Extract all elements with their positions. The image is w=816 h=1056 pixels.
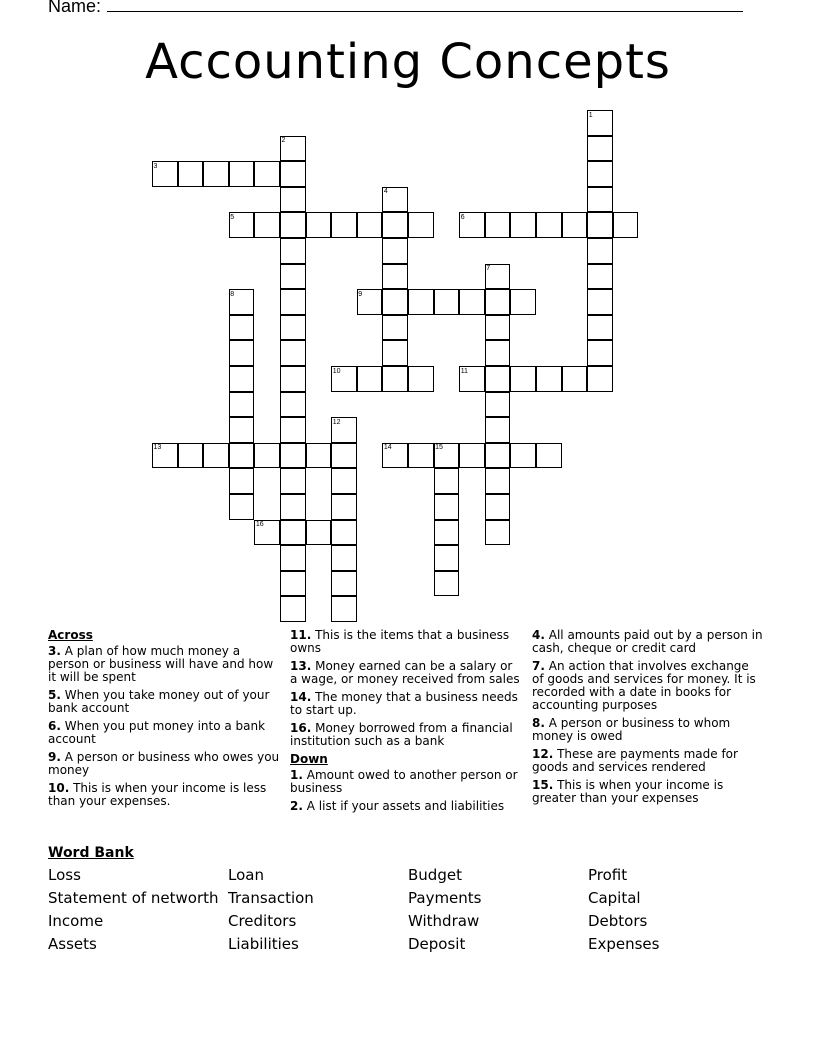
crossword-cell[interactable] [203, 443, 229, 469]
crossword-cell[interactable] [229, 340, 255, 366]
crossword-cell[interactable] [485, 366, 511, 392]
crossword-cell[interactable] [382, 315, 408, 341]
across-heading: Across [48, 628, 93, 642]
crossword-cell[interactable] [485, 520, 511, 546]
crossword-cell[interactable] [280, 264, 306, 290]
crossword-cell[interactable] [459, 443, 485, 469]
crossword-cell[interactable] [331, 494, 357, 520]
word-bank-item: Capital [588, 889, 641, 907]
crossword-cell[interactable] [510, 212, 536, 238]
crossword-cell[interactable] [254, 443, 280, 469]
word-bank-item: Assets [48, 935, 97, 953]
crossword-cell[interactable] [485, 340, 511, 366]
crossword-cell[interactable] [382, 212, 408, 238]
crossword-cell[interactable] [587, 264, 613, 290]
clue-across-3: 3. A plan of how much money a person or business will have and how it will be spent [48, 644, 274, 684]
crossword-cell[interactable] [434, 494, 460, 520]
word-bank-item: Expenses [588, 935, 660, 953]
crossword-cell[interactable] [434, 468, 460, 494]
crossword-cell[interactable] [382, 366, 408, 392]
crossword-cell[interactable] [510, 289, 536, 315]
crossword-cell[interactable] [562, 366, 588, 392]
crossword-cell[interactable] [587, 366, 613, 392]
word-bank-row [48, 866, 768, 889]
clue-number-label: 9 [358, 290, 363, 298]
word-bank-item: Liabilities [228, 935, 299, 953]
clue-number-label: 7 [486, 265, 491, 273]
crossword-cell[interactable] [382, 238, 408, 264]
word-bank-row [48, 935, 768, 958]
crossword-cell[interactable] [254, 161, 280, 187]
crossword-cell[interactable] [434, 571, 460, 597]
word-bank-row [48, 912, 768, 935]
clue-across-11: 11. This is the items that a business owns [290, 628, 510, 655]
word-bank-title: Word Bank [48, 845, 134, 861]
clue-down-8: 8. A person or business to whom money is owed [532, 716, 731, 743]
crossword-cell[interactable] [331, 212, 357, 238]
clue-down-2: 2. A list if your assets and liabilities [290, 799, 505, 813]
crossword-cell[interactable] [587, 187, 613, 213]
crossword-cell[interactable] [485, 443, 511, 469]
crossword-cell[interactable] [536, 212, 562, 238]
crossword-cell[interactable] [280, 443, 306, 469]
crossword-cell[interactable] [485, 289, 511, 315]
crossword-cell[interactable] [306, 520, 332, 546]
crossword-cell[interactable] [382, 340, 408, 366]
clue-number-label: 12 [332, 418, 341, 426]
crossword-cell[interactable] [280, 596, 306, 622]
crossword-cell[interactable] [587, 161, 613, 187]
crossword-cell[interactable] [306, 212, 332, 238]
crossword-cell[interactable] [485, 417, 511, 443]
clue-number-label: 1 [588, 111, 593, 119]
crossword-cell[interactable] [613, 212, 639, 238]
crossword-cell[interactable] [280, 340, 306, 366]
word-bank-item: Debtors [588, 912, 648, 930]
crossword-cell[interactable] [331, 468, 357, 494]
crossword-cell[interactable] [485, 392, 511, 418]
crossword-cell[interactable] [331, 520, 357, 546]
crossword-cell[interactable] [280, 289, 306, 315]
clue-across-13: 13. Money earned can be a salary or a wage, or money received from sales [290, 659, 520, 686]
word-bank-item: Loss [48, 866, 81, 884]
crossword-cell[interactable] [280, 417, 306, 443]
crossword-cell[interactable] [229, 392, 255, 418]
clue-across-6: 6. When you put money into a bank account [48, 719, 266, 746]
clue-number-label: 3 [153, 162, 158, 170]
crossword-cell[interactable] [434, 289, 460, 315]
clue-down-12: 12. These are payments made for goods and services rendered [532, 747, 738, 774]
clue-column-1 [48, 629, 280, 813]
clue-down-1: 1. Amount owed to another person or business [290, 768, 518, 795]
clue-number-label: 15 [435, 444, 443, 452]
clue-across-14: 14. The money that a business needs to start up. [290, 690, 518, 717]
clue-number-label: 16 [255, 521, 264, 529]
crossword-cell[interactable] [229, 315, 255, 341]
crossword-cell[interactable] [562, 212, 588, 238]
clue-column-3 [532, 629, 764, 810]
word-bank-item: Statement of networth [48, 889, 219, 907]
crossword-cell[interactable] [587, 315, 613, 341]
crossword-cell[interactable] [229, 161, 255, 187]
crossword-cell[interactable] [280, 545, 306, 571]
crossword-cell[interactable] [357, 212, 383, 238]
crossword-cell[interactable] [229, 443, 255, 469]
crossword-cell[interactable] [280, 571, 306, 597]
clue-column-2 [290, 629, 522, 818]
word-bank-item: Creditors [228, 912, 297, 930]
crossword-cell[interactable] [331, 596, 357, 622]
clue-down-4: 4. All amounts paid out by a person in cash, cheque or credit card [532, 628, 763, 655]
crossword-cell[interactable] [229, 366, 255, 392]
word-bank [48, 866, 768, 958]
clue-number-label: 6 [460, 213, 465, 221]
crossword-cell[interactable] [254, 212, 280, 238]
crossword-cell[interactable] [203, 161, 229, 187]
crossword-cell[interactable] [587, 136, 613, 162]
word-bank-item: Loan [228, 866, 264, 884]
crossword-cell[interactable] [408, 212, 434, 238]
word-bank-item: Budget [408, 866, 462, 884]
crossword-cell[interactable] [229, 468, 255, 494]
crossword-cell[interactable] [229, 494, 255, 520]
crossword-cell[interactable] [280, 366, 306, 392]
crossword-cell[interactable] [434, 520, 460, 546]
crossword-cell[interactable] [178, 161, 204, 187]
crossword-cell[interactable] [408, 289, 434, 315]
clue-number-label: 13 [153, 444, 162, 452]
crossword-cell[interactable] [536, 366, 562, 392]
crossword-cell[interactable] [434, 545, 460, 571]
crossword-cell[interactable] [331, 545, 357, 571]
clue-down-15: 15. This is when your income is greater than your expenses [532, 778, 724, 805]
crossword-cell[interactable] [485, 315, 511, 341]
down-heading: Down [290, 752, 328, 766]
name-label: Name: [48, 0, 102, 16]
clue-across-9: 9. A person or business who owes you money [48, 750, 280, 777]
crossword-cell[interactable] [280, 520, 306, 546]
word-bank-item: Profit [588, 866, 628, 884]
clue-across-16: 16. Money borrowed from a financial institution such as a bank [290, 721, 513, 748]
crossword-cell[interactable] [280, 212, 306, 238]
crossword-cell[interactable] [510, 366, 536, 392]
clue-number-label: 2 [281, 137, 286, 145]
crossword-cell[interactable] [306, 443, 332, 469]
crossword-cell[interactable] [510, 443, 536, 469]
crossword-cell[interactable] [408, 443, 434, 469]
crossword-cell[interactable] [229, 417, 255, 443]
word-bank-row [48, 889, 768, 912]
crossword-cell[interactable] [587, 289, 613, 315]
crossword-cell[interactable] [280, 392, 306, 418]
page-title: Accounting Concepts [145, 34, 671, 90]
clue-number-label: 14 [383, 444, 392, 452]
clue-down-7: 7. An action that involves exchange of goods and services for money. It is recorded with a date in books for accounting purposes [532, 659, 756, 712]
word-bank-item: Withdraw [408, 912, 480, 930]
clue-number-label: 4 [383, 188, 388, 196]
crossword-cell[interactable] [485, 212, 511, 238]
clue-number-label: 10 [332, 367, 341, 375]
clue-number-label: 8 [230, 290, 235, 298]
crossword-cell[interactable] [280, 315, 306, 341]
crossword-cell[interactable] [382, 289, 408, 315]
crossword-cell[interactable] [485, 494, 511, 520]
crossword-cell[interactable] [587, 340, 613, 366]
crossword-cell[interactable] [280, 161, 306, 187]
word-bank-item: Payments [408, 889, 482, 907]
crossword-cell[interactable] [280, 494, 306, 520]
crossword-cell[interactable] [280, 187, 306, 213]
crossword-cell[interactable] [587, 238, 613, 264]
crossword-cell[interactable] [536, 443, 562, 469]
crossword-cell[interactable] [357, 366, 383, 392]
clue-number-label: 11 [460, 367, 468, 375]
clue-across-10: 10. This is when your income is less than your expenses. [48, 781, 267, 808]
crossword-cell[interactable] [331, 571, 357, 597]
crossword-cell[interactable] [178, 443, 204, 469]
crossword-cell[interactable] [331, 443, 357, 469]
crossword-cell[interactable] [280, 468, 306, 494]
clue-across-5: 5. When you take money out of your bank account [48, 688, 270, 715]
crossword-cell[interactable] [280, 238, 306, 264]
crossword-cell[interactable] [408, 366, 434, 392]
word-bank-item: Deposit [408, 935, 466, 953]
word-bank-item: Transaction [228, 889, 314, 907]
crossword-cell[interactable] [459, 289, 485, 315]
word-bank-item: Income [48, 912, 104, 930]
crossword-cell[interactable] [382, 264, 408, 290]
clue-number-label: 5 [230, 213, 235, 221]
crossword-cell[interactable] [587, 212, 613, 238]
crossword-cell[interactable] [485, 468, 511, 494]
